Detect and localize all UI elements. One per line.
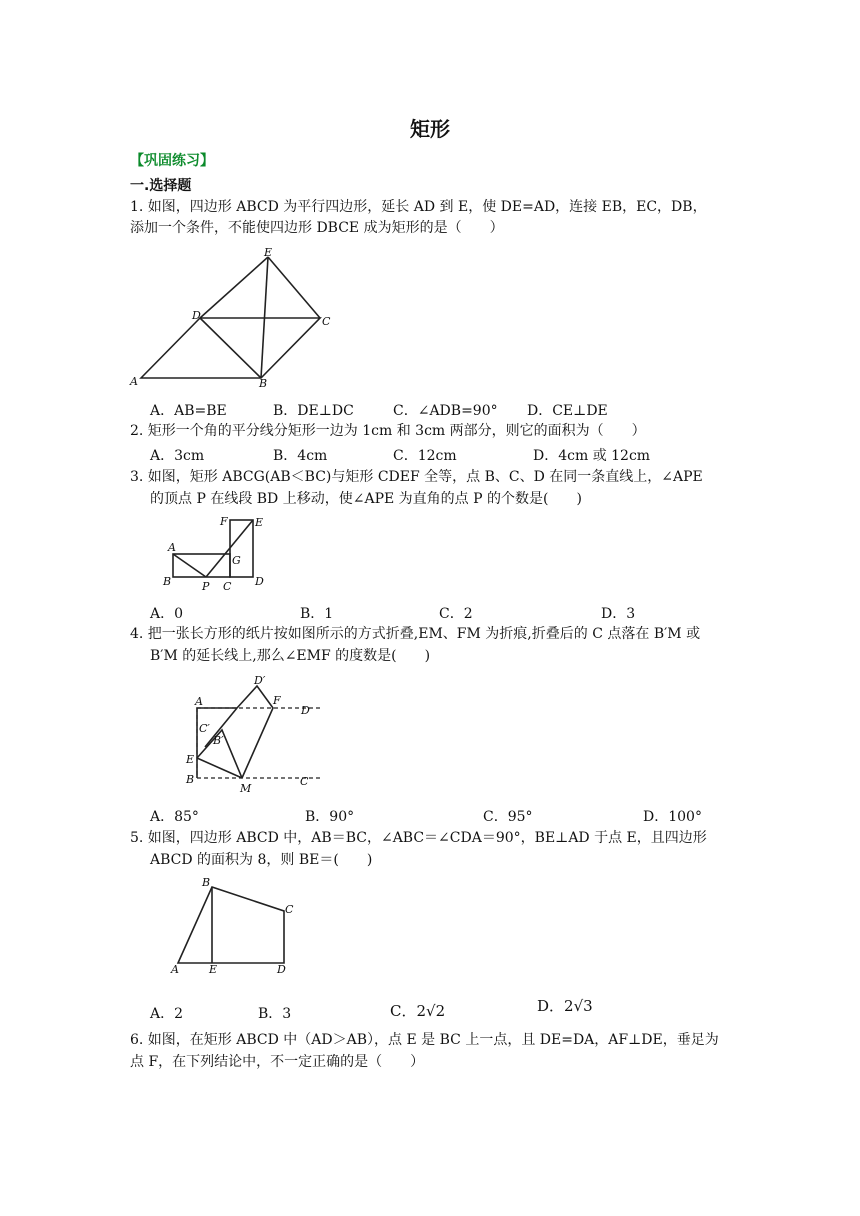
- q3-line-2: 的顶点 P 在线段 BD 上移动，使∠APE 为直角的点 P 的个数是( ): [150, 491, 582, 507]
- q1-option-a: A．AB=BE: [150, 403, 227, 419]
- q1-figure: [128, 245, 338, 390]
- q6-line-1: 6. 如图，在矩形 ABCD 中（AD＞AB），点 E 是 BC 上一点，且 DE=DA，AF⊥DE，垂足为: [130, 1032, 719, 1048]
- q5-label-a: A: [171, 963, 179, 976]
- q3-label-c: C: [223, 580, 232, 593]
- q1-line-1: 1. 如图，四边形 ABCD 为平行四边形，延长 AD 到 E，使 DE=AD，连接 EB，EC，DB，: [130, 199, 707, 215]
- q2-option-b: B．4cm: [273, 448, 328, 464]
- q3-segment-ap: [173, 554, 206, 577]
- q2-option-c: C．12cm: [393, 448, 457, 464]
- q3-label-g: G: [232, 554, 241, 567]
- part-heading: 一.选择题: [130, 178, 192, 194]
- q4-option-a: A．85°: [150, 809, 199, 825]
- q5-label-d: D: [277, 963, 286, 976]
- q5-label-c: C: [285, 903, 294, 916]
- q1-label-b: B: [259, 377, 268, 390]
- q5-option-b: B．3: [258, 1006, 292, 1022]
- q4-folded-flap-f: [237, 686, 273, 778]
- q3-option-b: B．1: [300, 606, 334, 622]
- q1-label-e: E: [264, 246, 273, 259]
- q1-segment-db: [200, 318, 261, 378]
- q3-option-d: D．3: [601, 606, 636, 622]
- q6-line-2: 点 F，在下列结论中，不一定正确的是（ ）: [130, 1054, 425, 1070]
- q5-option-c: C．2√2: [390, 1002, 446, 1020]
- q4-option-c: C．95°: [483, 809, 533, 825]
- q1-line-2: 添加一个条件，不能使四边形 DBCE 成为矩形的是（ ）: [130, 220, 504, 236]
- q4-label-dprime: D′: [254, 674, 266, 687]
- q3-rect-cdef: [230, 520, 253, 577]
- q5-figure: [165, 873, 300, 978]
- q3-option-c: C．2: [439, 606, 473, 622]
- q3-label-d: D: [255, 575, 264, 588]
- q3-label-p: P: [202, 580, 210, 593]
- q4-option-d: D．100°: [643, 809, 702, 825]
- q2-option-a: A．3cm: [150, 448, 205, 464]
- q3-label-b: B: [163, 575, 172, 588]
- q4-label-a: A: [195, 695, 203, 708]
- q4-label-bprime: B′: [213, 734, 224, 747]
- q5-line-2: ABCD 的面积为 8，则 BE＝( ): [150, 852, 373, 868]
- q5-option-d: D．2√3: [537, 997, 593, 1015]
- section-heading: 【巩固练习】: [130, 153, 214, 169]
- q3-option-a: A．0: [150, 606, 184, 622]
- q4-label-b: B: [186, 773, 195, 786]
- q4-label-cprime: C′: [199, 722, 210, 735]
- q1-option-b: B．DE⊥DC: [273, 403, 354, 419]
- q5-option-a: A．2: [150, 1006, 184, 1022]
- q4-label-c: C: [300, 775, 309, 788]
- q1-segment-de: [200, 257, 268, 318]
- q3-line-1: 3. 如图，矩形 ABCG(AB＜BC)与矩形 CDEF 全等，点 B、C、D 在同一条直线上，∠APE: [130, 469, 703, 485]
- q5-line-1: 5. 如图，四边形 ABCD 中，AB＝BC，∠ABC＝∠CDA＝90°，BE⊥AD 于点 E，且四边形: [130, 830, 707, 846]
- q1-option-d: D．CE⊥DE: [527, 403, 608, 419]
- q4-figure: [180, 672, 320, 797]
- q3-figure: [160, 515, 275, 595]
- q1-option-c: C．∠ADB=90°: [393, 403, 498, 419]
- q3-label-a: A: [168, 541, 176, 554]
- q4-line-2: B′M 的延长线上,那么∠EMF 的度数是( ): [150, 648, 431, 664]
- q5-label-b: B: [202, 876, 211, 889]
- q1-label-d: D: [192, 309, 201, 322]
- q4-option-b: B．90°: [305, 809, 355, 825]
- q1-label-c: C: [322, 315, 331, 328]
- q1-label-a: A: [130, 375, 138, 388]
- q4-label-d: D: [301, 704, 310, 717]
- q5-label-e: E: [209, 963, 218, 976]
- q4-label-e: E: [186, 753, 195, 766]
- q3-label-e: E: [255, 516, 264, 529]
- q3-label-f: F: [220, 515, 228, 528]
- q2-line-1: 2. 矩形一个角的平分线分矩形一边为 1cm 和 3cm 两部分，则它的面积为（ ）: [130, 423, 646, 439]
- q5-quadrilateral: [178, 887, 284, 963]
- q4-label-f: F: [273, 694, 281, 707]
- page-title: 矩形: [410, 117, 450, 141]
- q2-option-d: D．4cm 或 12cm: [533, 448, 651, 464]
- q1-segment-ec: [268, 257, 320, 318]
- q4-label-m: M: [240, 782, 252, 795]
- q4-line-1: 4. 把一张长方形的纸片按如图所示的方式折叠,EM、FM 为折痕,折叠后的 C 点落在 B′M 或: [130, 626, 701, 642]
